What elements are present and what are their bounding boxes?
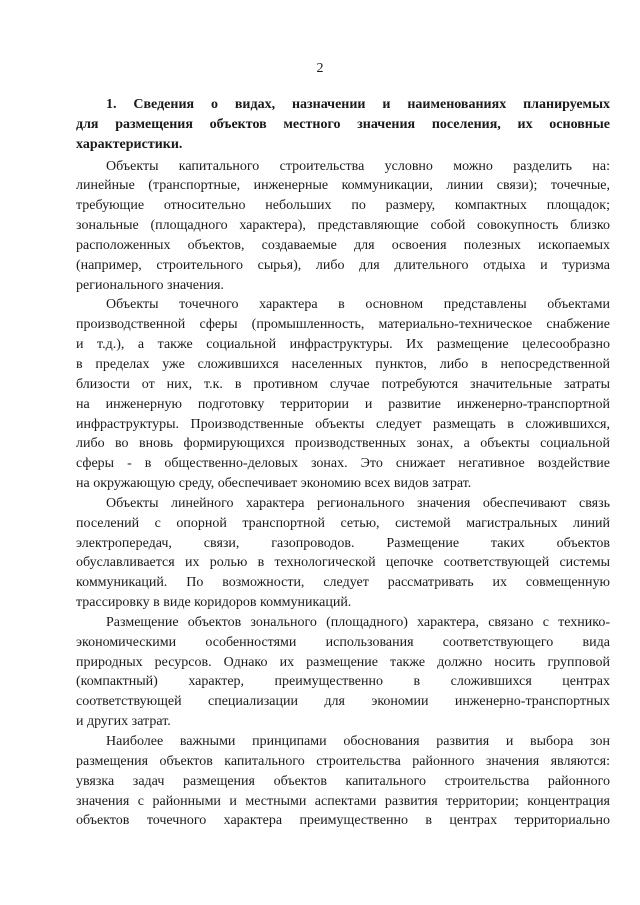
paragraph-line: Наиболее важными принципами обоснования развития и выбора зон	[106, 734, 610, 749]
paragraph-line: и других затрат.	[76, 714, 171, 730]
paragraph-line: инфраструктуры. Производственные объекты следует размещать в сложившихся,	[76, 416, 610, 432]
paragraph-line: значения с районными и местными аспектами развития территории; концентрация	[76, 793, 610, 809]
paragraph-line: в пределах уже сложившихся населенных пунктов, либо в непосредственной	[76, 356, 610, 372]
paragraph-line: Размещение объектов зонального (площадного) характера, связано с технико-	[106, 614, 610, 630]
paragraph-line: зональные (площадного характера), представляющие собой совокупность близко	[76, 218, 610, 234]
paragraph-line: обуславливается их ролью в технологической цепочке соответствующей системы	[76, 555, 610, 571]
paragraph-line: и т.д.), а также социальной инфраструктуры. Их размещение целесообразно	[76, 337, 610, 353]
paragraph-line: на инженерную подготовку территории и развитие инженерно-транспортной	[76, 396, 610, 412]
paragraph-line: электропередач, связи, газопроводов. Размещение таких объектов	[76, 535, 610, 551]
paragraph-line: увязка задач размещения объектов капитального строительства районного	[76, 773, 610, 789]
page-number: 2	[316, 61, 324, 76]
paragraph-line: регионального значения.	[76, 277, 224, 293]
paragraph-line: близости от них, т.к. в противном случае потребуются значительные затраты	[76, 376, 610, 392]
paragraph-line: либо во вновь формирующихся производственных зонах, а объекты социальной	[76, 436, 610, 452]
paragraph-line: размещения объектов капитального строительства районного значения являются:	[76, 753, 610, 769]
paragraph	[76, 157, 610, 296]
paragraph-line: (например, строительного сырья), либо для длительного отдыха и туризма	[76, 257, 610, 273]
paragraph	[76, 295, 610, 493]
paragraph-line: поселений с опорной транспортной сетью, системой магистральных линий	[76, 515, 610, 531]
paragraph-line: Объекты линейного характера регионального значения обеспечивают связь	[106, 495, 610, 511]
paragraph	[76, 732, 610, 831]
paragraph-line: Объекты капитального строительства условно можно разделить на:	[106, 158, 610, 174]
paragraph-line: Объекты точечного характера в основном представлены объектами	[106, 297, 610, 313]
paragraph-line: сферы - в общественно-деловых зонах. Это снижает негативное воздействие	[76, 456, 610, 472]
paragraph-line: линейные (транспортные, инженерные коммуникации, линии связи); точечные,	[76, 178, 610, 194]
paragraph-line: производственной сферы (промышленность, материально-техническое снабжение	[76, 317, 610, 333]
paragraphs-container	[76, 157, 610, 832]
paragraph-line: экономическими особенностями использования соответствующего вида	[76, 634, 610, 650]
paragraph-line: коммуникаций. По возможности, следует рассматривать их совмещенную	[76, 575, 610, 591]
heading-line: 1. Сведения о видах, назначении и наименованиях планируемых	[106, 97, 610, 112]
paragraph-line: трассировку в виде коридоров коммуникаций.	[76, 595, 352, 611]
heading-line: характеристики.	[76, 136, 183, 152]
paragraph-line: природных ресурсов. Однако их размещение также должно носить групповой	[76, 654, 610, 670]
paragraph-line: (компактный) характер, преимущественно в сложившихся центрах	[76, 674, 610, 690]
paragraph-line: расположенных объектов, создаваемые для освоения полезных ископаемых	[76, 237, 610, 253]
paragraph-line: требующие относительно небольших по размеру, компактных площадок;	[76, 198, 610, 214]
paragraph-line: соответствующей специализации для экономии инженерно-транспортных	[76, 694, 610, 710]
paragraph	[76, 494, 610, 613]
heading-line: для размещения объектов местного значения поселения, их основные	[76, 116, 610, 132]
paragraph	[76, 613, 610, 732]
section-heading	[76, 95, 610, 155]
paragraph-line: объектов точечного характера преимущественно в центрах территориально	[76, 813, 610, 829]
document-body	[76, 95, 610, 831]
paragraph-line: на окружающую среду, обеспечивает экономию всех видов затрат.	[76, 476, 472, 492]
